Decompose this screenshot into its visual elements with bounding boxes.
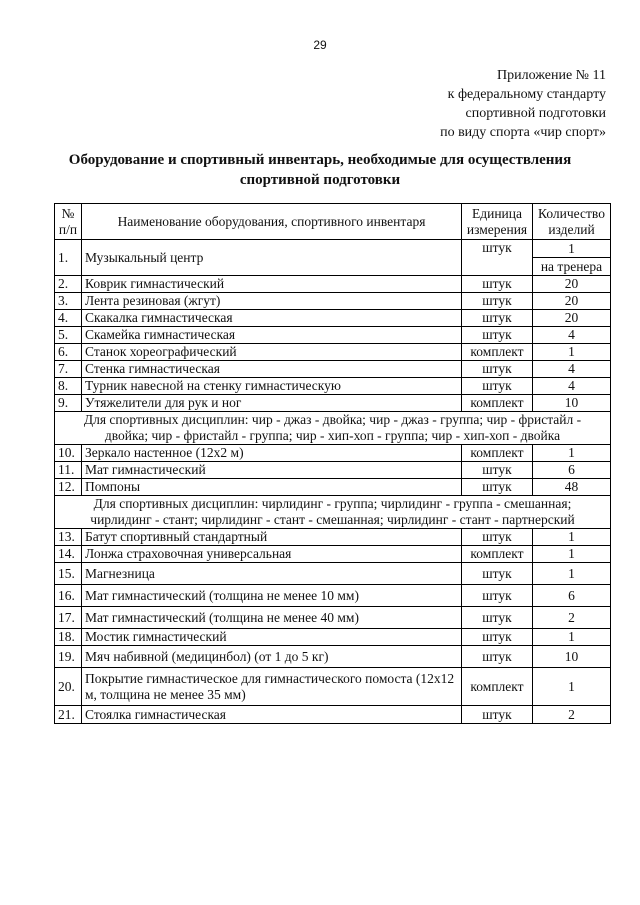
row-unit: штук: [462, 706, 533, 724]
row-name: Мостик гимнастический: [82, 629, 462, 646]
header-name: Наименование оборудования, спортивного инвентаря: [82, 204, 462, 240]
row-name: Станок хореографический: [82, 344, 462, 361]
equipment-table: [54, 203, 611, 724]
row-qty: 2: [533, 607, 611, 629]
row-qty: 10: [533, 395, 611, 412]
row-num: 17.: [55, 607, 82, 629]
row-name: Покрытие гимнастическое для гимнастического помоста (12x12 м, толщина не менее 35 мм): [82, 668, 462, 706]
table-row: [55, 479, 611, 496]
row-qty: 4: [533, 378, 611, 395]
row-num: 20.: [55, 668, 82, 706]
row-num: 13.: [55, 529, 82, 546]
table-row: [55, 327, 611, 344]
row-num: 5.: [55, 327, 82, 344]
row-name: Лента резиновая (жгут): [82, 293, 462, 310]
table-row: [55, 462, 611, 479]
row-num: 18.: [55, 629, 82, 646]
row-qty: 4: [533, 327, 611, 344]
row-num: 4.: [55, 310, 82, 327]
row-name: Магнезница: [82, 563, 462, 585]
table-row: [55, 445, 611, 462]
row-unit: штук: [462, 646, 533, 668]
row-unit: штук: [462, 378, 533, 395]
row-name: Мяч набивной (медицинбол) (от 1 до 5 кг): [82, 646, 462, 668]
row-num: 19.: [55, 646, 82, 668]
table-row: [55, 293, 611, 310]
group-heading-line1: Для спортивных дисциплин: чир - джаз - двойка; чир - джаз - группа; чир - фристайл -: [83, 412, 582, 427]
table-row: [55, 668, 611, 706]
row-name: Скакалка гимнастическая: [82, 310, 462, 327]
row-qty: 48: [533, 479, 611, 496]
row-unit: штук: [462, 240, 533, 276]
row-name: Турник навесной на стенку гимнастическую: [82, 378, 462, 395]
row-name: Мат гимнастический (толщина не менее 40 мм): [82, 607, 462, 629]
table-row: [55, 276, 611, 293]
row-unit: штук: [462, 479, 533, 496]
row-name: Утяжелители для рук и ног: [82, 395, 462, 412]
row-name: Стоялка гимнастическая: [82, 706, 462, 724]
table-row: [55, 310, 611, 327]
row-name: Помпоны: [82, 479, 462, 496]
row-qty: 1: [533, 563, 611, 585]
header-qty: Количество изделий: [533, 204, 611, 240]
row-qty: 20: [533, 276, 611, 293]
table-row: [55, 629, 611, 646]
row-num: 10.: [55, 445, 82, 462]
group-heading-line2: двойка; чир - фристайл - группа; чир - хип-хоп - группа; чир - хип-хоп - двойка: [104, 428, 561, 443]
row-qty: 1: [533, 529, 611, 546]
row-unit: штук: [462, 563, 533, 585]
row-unit: комплект: [462, 395, 533, 412]
page-number: 29: [313, 38, 327, 52]
table-row: [55, 646, 611, 668]
appendix-line-1: Приложение № 11: [497, 68, 606, 83]
header-num: № п/п: [55, 204, 82, 240]
row-unit: штук: [462, 293, 533, 310]
table-row: [55, 546, 611, 563]
row-qty: 1: [533, 668, 611, 706]
title-line-2: спортивной подготовки: [239, 172, 401, 188]
row-unit: штук: [462, 585, 533, 607]
row-qty: 2: [533, 706, 611, 724]
row-num: 12.: [55, 479, 82, 496]
title-line-1: Оборудование и спортивный инвентарь, необходимые для осуществления: [68, 152, 572, 168]
row-name: Коврик гимнастический: [82, 276, 462, 293]
table-header-row: [55, 204, 611, 240]
row-qty: 1: [533, 629, 611, 646]
table-row: [55, 344, 611, 361]
row-unit: штук: [462, 276, 533, 293]
row-num: 14.: [55, 546, 82, 563]
row-unit: штук: [462, 310, 533, 327]
group-heading-row: [55, 496, 611, 529]
row-name: Батут спортивный стандартный: [82, 529, 462, 546]
row-num: 8.: [55, 378, 82, 395]
row-unit: штук: [462, 361, 533, 378]
group-heading-line1: Для спортивных дисциплин: чирлидинг - группа; чирлидинг - группа - смешанная;: [93, 496, 572, 511]
row-name: Лонжа страховочная универсальная: [82, 546, 462, 563]
row-qty: 1: [533, 344, 611, 361]
row-qty: 20: [533, 293, 611, 310]
group-heading: [55, 496, 611, 529]
row-name: Зеркало настенное (12x2 м): [82, 445, 462, 462]
row-unit: штук: [462, 529, 533, 546]
table-row: [55, 706, 611, 724]
row-qty: 1: [533, 546, 611, 563]
row-num: 16.: [55, 585, 82, 607]
row-qty: 4: [533, 361, 611, 378]
row-num: 21.: [55, 706, 82, 724]
table-row: [55, 361, 611, 378]
row-num: 7.: [55, 361, 82, 378]
row-qty: 10: [533, 646, 611, 668]
document-title: [40, 150, 600, 190]
table-row: [55, 585, 611, 607]
row-unit: штук: [462, 462, 533, 479]
row-num: 9.: [55, 395, 82, 412]
row-unit: штук: [462, 607, 533, 629]
row-unit: комплект: [462, 344, 533, 361]
row-unit: штук: [462, 629, 533, 646]
appendix-header: [440, 66, 606, 142]
row-unit: штук: [462, 327, 533, 344]
appendix-line-4: по виду спорта «чир спорт»: [440, 125, 606, 140]
row-qty: 6: [533, 585, 611, 607]
row-name: Скамейка гимнастическая: [82, 327, 462, 344]
row-unit: комплект: [462, 668, 533, 706]
group-heading: [55, 412, 611, 445]
row-qty: 1: [533, 445, 611, 462]
row-name: Музыкальный центр: [82, 240, 462, 276]
row-qty: 1: [533, 240, 610, 258]
row-num: 11.: [55, 462, 82, 479]
row-num: 2.: [55, 276, 82, 293]
row-num: 6.: [55, 344, 82, 361]
row-qty: 20: [533, 310, 611, 327]
table-row: [55, 378, 611, 395]
appendix-line-3: спортивной подготовки: [465, 106, 606, 121]
group-heading-row: [55, 412, 611, 445]
group-heading-line2: чирлидинг - стант; чирлидинг - стант - смешанная; чирлидинг - стант - партнерский: [90, 512, 575, 527]
table-row: [55, 607, 611, 629]
appendix-line-2: к федеральному стандарту: [447, 87, 606, 102]
row-qty-cell: [533, 240, 611, 276]
row-num: 1.: [55, 240, 82, 276]
table-row: [55, 240, 611, 276]
row-num: 3.: [55, 293, 82, 310]
row-name: Стенка гимнастическая: [82, 361, 462, 378]
table-row: [55, 395, 611, 412]
header-unit: Единица измерения: [462, 204, 533, 240]
row-num: 15.: [55, 563, 82, 585]
row-name: Мат гимнастический: [82, 462, 462, 479]
table-row: [55, 563, 611, 585]
row-name: Мат гимнастический (толщина не менее 10 мм): [82, 585, 462, 607]
table-row: [55, 529, 611, 546]
row-qty: 6: [533, 462, 611, 479]
row-unit: комплект: [462, 546, 533, 563]
row-unit: комплект: [462, 445, 533, 462]
row-qty-note: на тренера: [540, 259, 603, 274]
